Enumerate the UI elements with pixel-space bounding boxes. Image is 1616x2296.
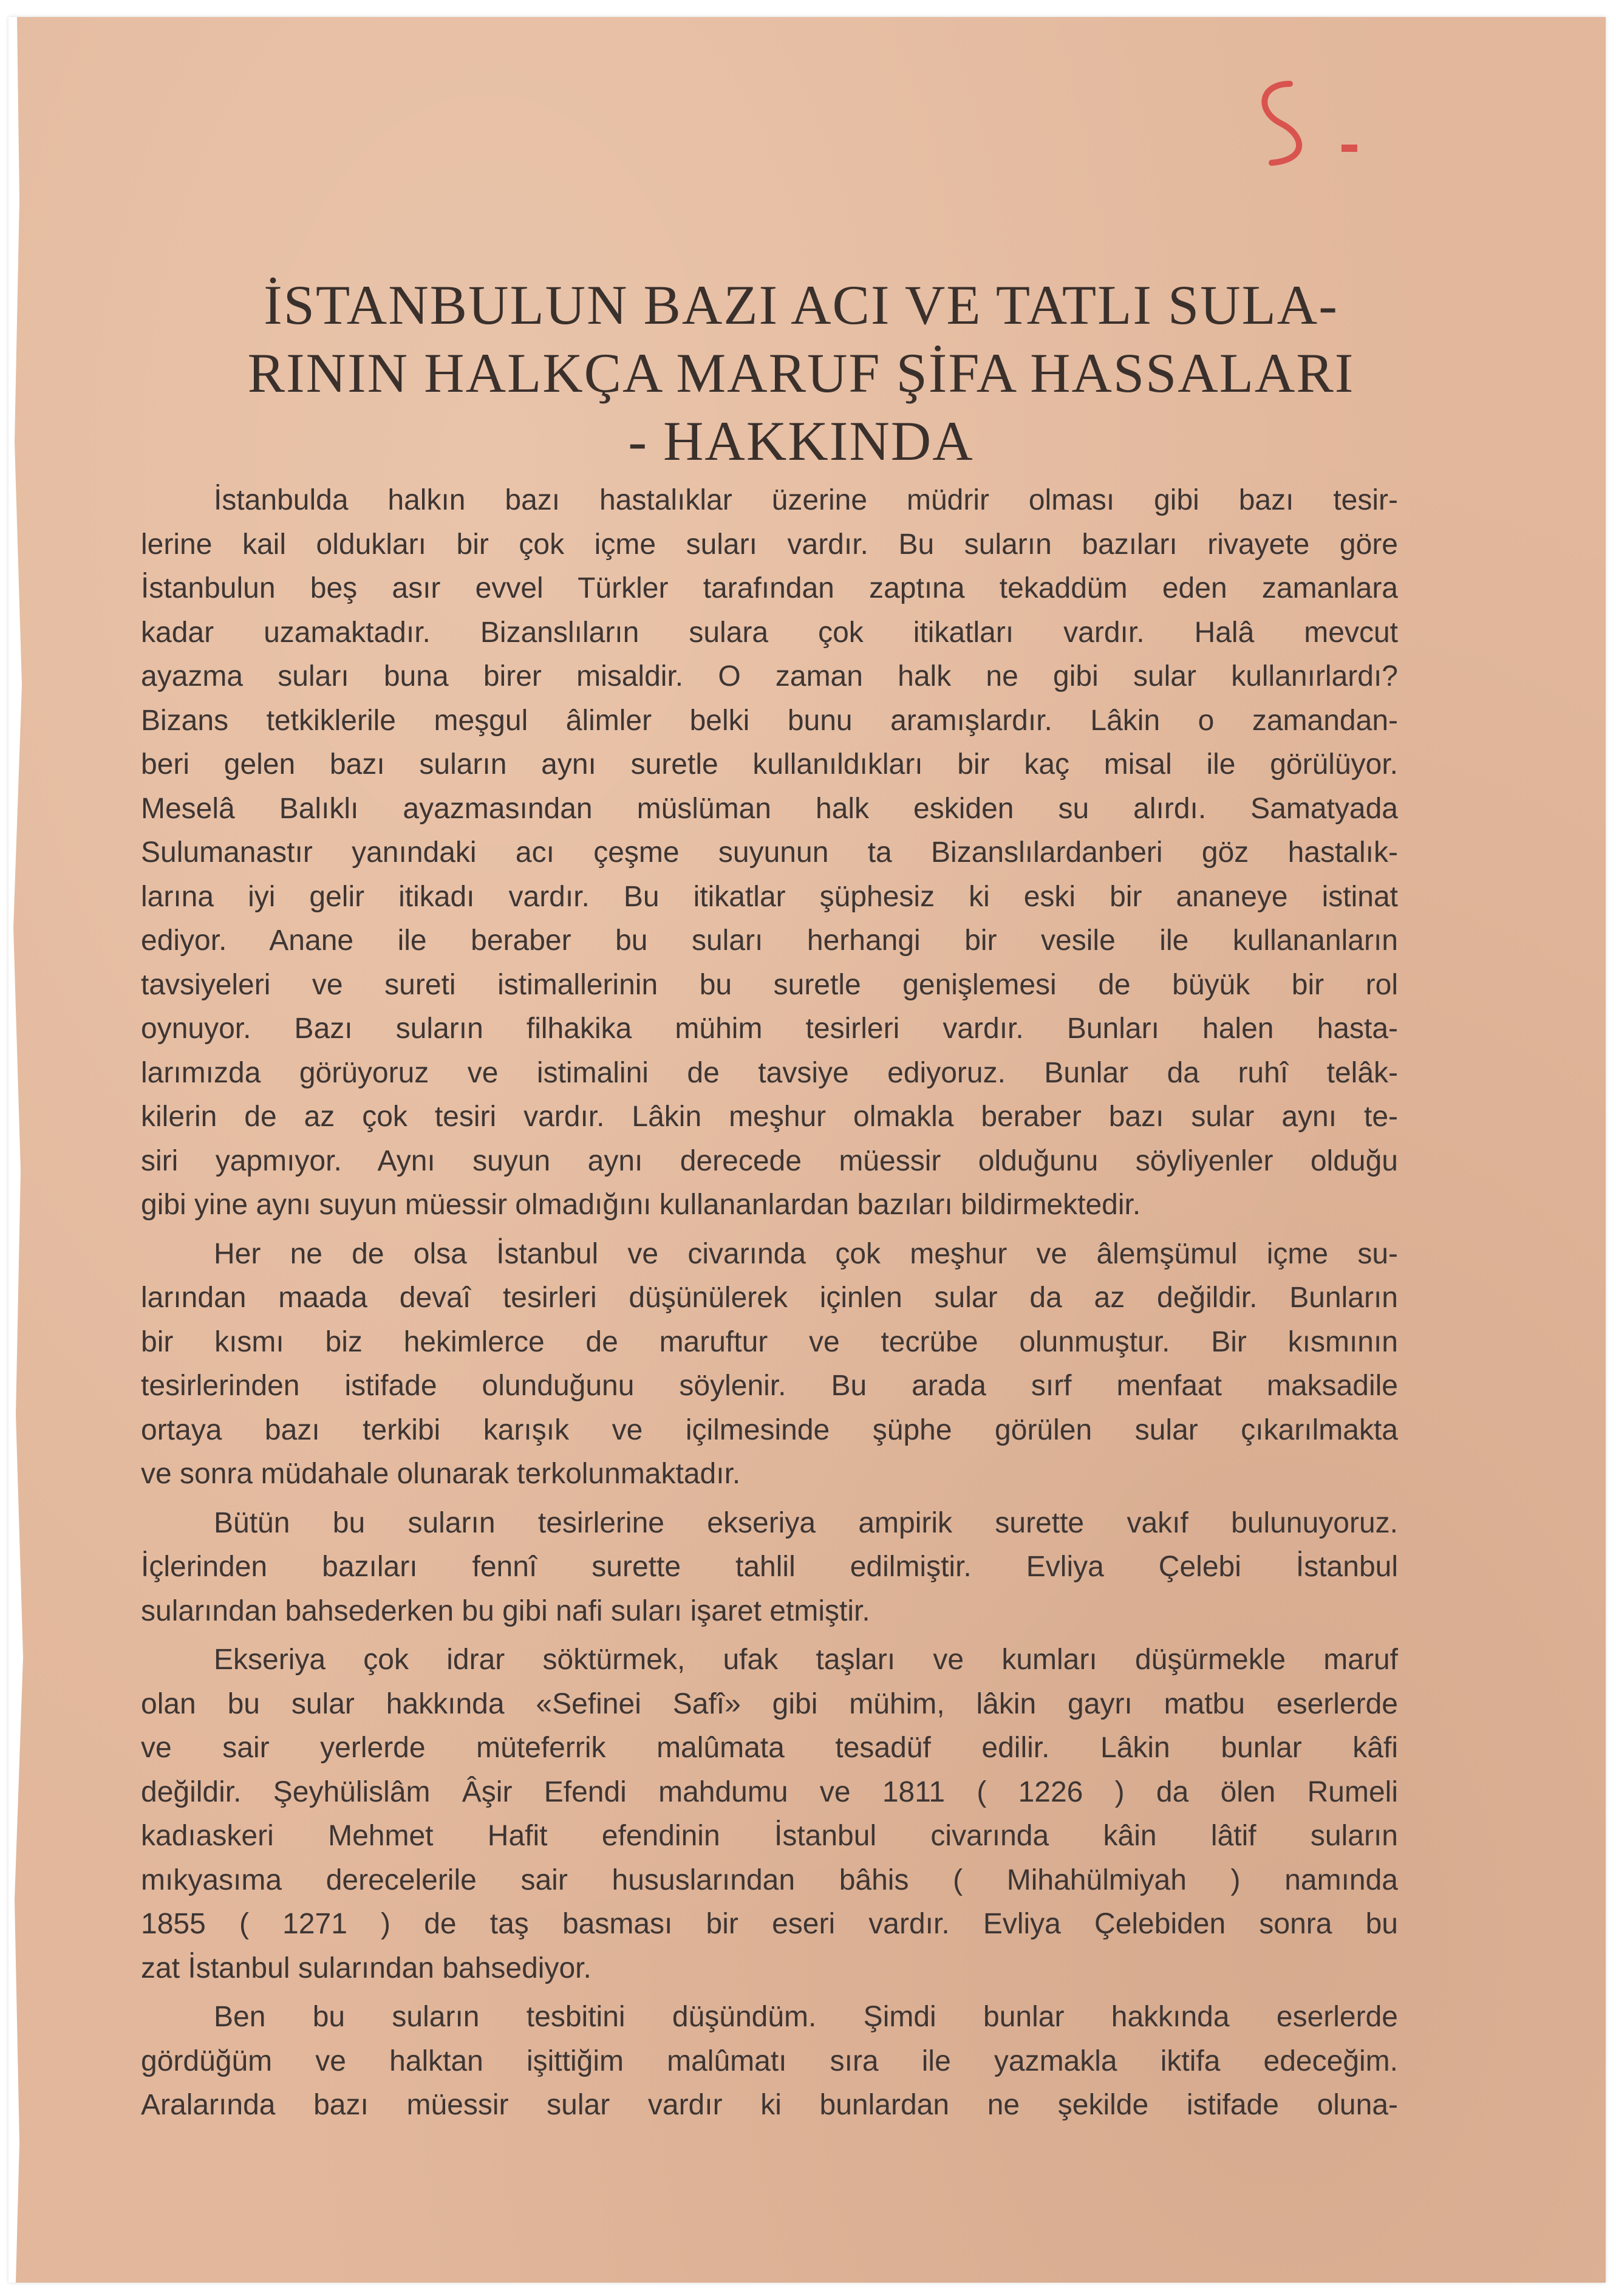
- text-line: beri gelen bazı suların aynı suretle kullanıldıkları bir kaç misal ile görülüyor.: [141, 748, 1398, 781]
- text-line: gibi yine aynı suyun müessir olmadığını kullananlardan bazıları bildirmektedir.: [141, 1189, 1141, 1221]
- text-line: larından maada devaî tesirleri düşünülerek içinlen sular da az değildir. Bunların: [141, 1282, 1398, 1314]
- text-line: mıkyasıma derecelerile sair hususlarından bâhis ( Mihahülmiyah ) namında: [141, 1864, 1398, 1896]
- text-line: ortaya bazı terkibi karışık ve içilmesinde şüphe görülen sular çıkarılmakta: [141, 1413, 1398, 1446]
- paragraph: [141, 1232, 1398, 1497]
- paragraph: [141, 1995, 1398, 2128]
- text-line: olan bu sular hakkında «Sefinei Safî» gibi mühim, lâkin gayrı matbu eserlerde: [141, 1687, 1398, 1720]
- text-line: İstanbulda halkın bazı hastalıklar üzerine müdrir olması gibi bazı tesir-: [214, 484, 1398, 516]
- text-line: kadar uzamaktadır. Bizanslıların sulara çok itikatları vardır. Halâ mevcut: [141, 616, 1398, 649]
- paragraph: [141, 1638, 1398, 1990]
- text-line: Meselâ Balıklı ayazmasından müslüman halk eskiden su alırdı. Samatyada: [141, 792, 1398, 825]
- text-line: larına iyi gelir itikadı vardır. Bu itikatlar şüphesiz ki eski bir ananeye istinat: [141, 880, 1398, 913]
- text-line: ve sonra müdahale olunarak terkolunmaktadır.: [141, 1458, 741, 1490]
- title-line: İSTANBULUN BAZI ACI VE TATLI SULA-: [264, 274, 1338, 336]
- text-line: lerine kail oldukları bir çok içme suları vardır. Bu suların bazıları rivayete göre: [141, 528, 1398, 561]
- document-title: [169, 271, 1433, 475]
- title-line: RININ HALKÇA MARUF ŞİFA HASSALARI: [247, 342, 1355, 404]
- text-line: Bizans tetkiklerile meşgul âlimler belki bunu aramışlardır. Lâkin o zamandan-: [141, 704, 1398, 737]
- text-line: ve sair yerlerde müteferrik malûmata tesadüf edilir. Lâkin bunlar kâfi: [141, 1732, 1398, 1764]
- text-line: kadıaskeri Mehmet Hafit efendinin İstanbul civarında kâin lâtif suların: [141, 1820, 1398, 1852]
- text-line: bir kısmı biz hekimlerce de maruftur ve tecrübe olunmuştur. Bir kısmının: [141, 1325, 1398, 1358]
- text-line: değildir. Şeyhülislâm Âşir Efendi mahdumu ve 1811 ( 1226 ) da ölen Rumeli: [141, 1775, 1398, 1808]
- red-pencil-mark: [1223, 60, 1405, 181]
- text-line: Ekseriya çok idrar söktürmek, ufak taşları ve kumları düşürmekle maruf: [214, 1644, 1398, 1676]
- text-line: Ben bu suların tesbitini düşündüm. Şimdi bunlar hakkında eserlerde: [214, 2001, 1398, 2033]
- text-line: Sulumanastır yanındaki acı çeşme suyunun ta Bizanslılardanberi göz hastalık-: [141, 836, 1398, 869]
- text-line: Bütün bu suların tesirlerine ekseriya ampirik surette vakıf bulunuyoruz.: [214, 1506, 1398, 1539]
- text-line: tavsiyeleri ve sureti istimallerinin bu suretle genişlemesi de büyük bir rol: [141, 968, 1398, 1001]
- text-line: Her ne de olsa İstanbul ve civarında çok meşhur ve âlemşümul içme su-: [214, 1237, 1398, 1270]
- paragraph: [141, 479, 1398, 1228]
- body-text: [141, 479, 1398, 2128]
- text-line: İstanbulun beş asır evvel Türkler tarafından zaptına tekaddüm eden zamanlara: [141, 572, 1398, 604]
- text-line: oynuyor. Bazı suların filhakika mühim tesirleri vardır. Bunları halen hasta-: [141, 1013, 1398, 1045]
- text-line: gördüğüm ve halktan işittiğim malûmatı sıra ile yazmakla iktifa edeceğim.: [141, 2045, 1398, 2077]
- torn-edge-decoration: [9, 17, 45, 2283]
- paragraph: [141, 1502, 1398, 1634]
- text-line: İçlerinden bazıları fennî surette tahlil edilmiştir. Evliya Çelebi İstanbul: [141, 1551, 1398, 1583]
- text-line: 1855 ( 1271 ) de taş basması bir eseri vardır. Evliya Çelebiden sonra bu: [141, 1908, 1398, 1940]
- text-line: ediyor. Anane ile beraber bu suları herhangi bir vesile ile kullananların: [141, 924, 1398, 957]
- paper-sheet: [9, 17, 1606, 2283]
- text-line: siri yapmıyor. Aynı suyun aynı derecede müessir olduğunu söyliyenler olduğu: [141, 1144, 1398, 1177]
- text-line: larımızda görüyoruz ve istimalini de tavsiye ediyoruz. Bunlar da ruhî telâk-: [141, 1056, 1398, 1089]
- title-line: - HAKKINDA: [628, 410, 974, 472]
- text-line: zat İstanbul sularından bahsediyor.: [141, 1952, 592, 1984]
- text-line: sularından bahsederken bu gibi nafi suları işaret etmiştir.: [141, 1594, 870, 1627]
- text-line: kilerin de az çok tesiri vardır. Lâkin meşhur olmakla beraber bazı sular aynı te-: [141, 1101, 1398, 1133]
- text-line: ayazma suları buna birer misaldir. O zaman halk ne gibi sular kullanırlardı?: [141, 660, 1398, 692]
- text-line: tesirlerinden istifade olunduğunu söylenir. Bu arada sırf menfaat maksadile: [141, 1370, 1398, 1402]
- text-line: Aralarında bazı müessir sular vardır ki bunlardan ne şekilde istifade oluna-: [141, 2089, 1398, 2121]
